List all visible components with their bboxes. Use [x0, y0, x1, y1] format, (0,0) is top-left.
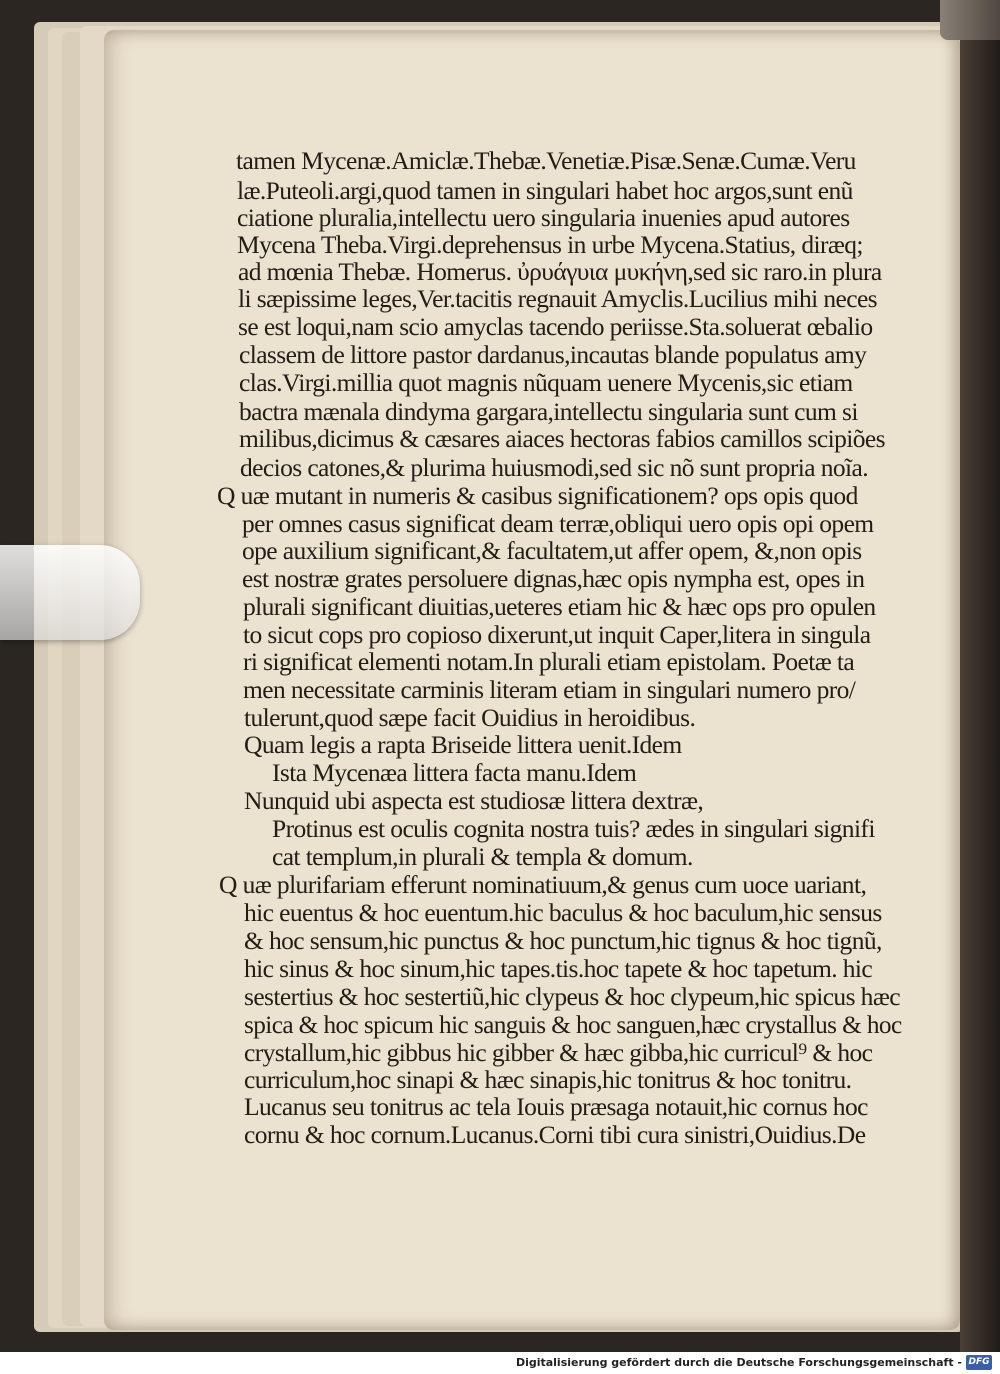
- text-line: classem de littore pastor dardanus,incautas blande populatus amy: [239, 340, 867, 369]
- text-line: to sicut cops pro copioso dixerunt,ut inquit Caper,litera in singula: [243, 620, 871, 649]
- text-line: Lucanus seu tonitrus ac tela Iouis præsaga notauit,hic cornus hoc: [244, 1092, 868, 1121]
- text-line: men necessitate carminis literam etiam in singulari numero pro/: [243, 675, 856, 704]
- text-line: Protinus est oculis cognita nostra tuis? ædes in singulari signifi: [272, 814, 875, 843]
- text-line: & hoc sensum,hic punctus & hoc punctum,hic tignus & hoc tignũ,: [244, 926, 882, 955]
- text-line: spica & hoc spicum hic sanguis & hoc sanguen,hæc crystallus & hoc: [244, 1010, 902, 1039]
- text-line: li sæpissime leges,Ver.tacitis regnauit Amyclis.Lucilius mihi neces: [238, 284, 877, 313]
- text-line: cat templum,in plurali & templa & domum.: [272, 842, 693, 871]
- text-line: est nostræ grates persoluere dignas,hæc opis nympha est, opes in: [242, 564, 865, 593]
- text-line: Q uæ mutant in numeris & casibus significationem? ops opis quod: [217, 481, 858, 510]
- text-line: tamen Mycenæ.Amiclæ.Thebæ.Venetiæ.Pisæ.Senæ.Cumæ.Veru: [236, 146, 856, 175]
- text-line: Mycena Theba.Virgi.deprehensus in urbe Mycena.Statius, diræq;: [237, 230, 863, 259]
- text-line: sestertius & hoc sestertiũ,hic clypeus & hoc clypeum,hic spicus hæc: [244, 982, 900, 1011]
- text-line: clas.Virgi.millia quot magnis nũquam uenere Mycenis,sic etiam: [239, 368, 853, 397]
- verse-line: Nunquid ubi aspecta est studiosæ littera dextræ,: [244, 786, 704, 815]
- text-line: cornu & hoc cornum.Lucanus.Corni tibi cura sinistri,Ouidius.De: [244, 1120, 866, 1149]
- text-line: decios catones,& plurima huiusmodi,sed sic nõ sunt propria noĩa.: [240, 453, 869, 482]
- verse-line: Ista Mycenæa littera facta manu.Idem: [272, 758, 637, 787]
- funding-credit: Digitalisierung gefördert durch die Deutsche Forschungsgemeinschaft -: [515, 1356, 962, 1369]
- footer-bar: [0, 1352, 1000, 1374]
- text-line: plurali significant diuitias,ueteres etiam hic & hæc ops pro opulen: [243, 592, 876, 621]
- text-line: hic euentus & hoc euentum.hic baculus & hoc baculum,hic sensus: [244, 898, 882, 927]
- text-line: per omnes casus significat deam terræ,obliqui uero opis opi opem: [242, 509, 874, 538]
- verse-line: Quam legis a rapta Briseide littera uenit.Idem: [244, 730, 682, 759]
- text-line: milibus,dicimus & cæsares aiaces hectoras fabios camillos scipiões: [239, 424, 885, 453]
- text-line: se est loqui,nam scio amyclas tacendo periisse.Sta.soluerat œbalio: [238, 312, 873, 341]
- text-line: læ.Puteoli.argi,quod tamen in singulari habet hoc argos,sunt enũ: [237, 176, 853, 205]
- text-line: ri significat elementi notam.In plurali etiam epistolam. Poetæ ta: [243, 647, 855, 676]
- text-line: tulerunt,quod sæpe facit Ouidius in heroidibus.: [244, 703, 696, 732]
- text-line: Q uæ plurifariam efferunt nominatiuum,& genus cum uoce uariant,: [219, 870, 867, 899]
- text-line: crystallum,hic gibbus hic gibber & hæc gibba,hic curricul⁹ & hoc: [244, 1038, 873, 1067]
- text-line: bactra mænala dindyma gargara,intellectu singularia sunt cum si: [239, 397, 858, 426]
- dfg-logo: DFG: [966, 1355, 992, 1370]
- text-line: ad mœnia Thebæ. Homerus. ὐρυάγυια μυκήνη,sed sic raro.in plura: [238, 257, 882, 286]
- text-line: hic sinus & hoc sinum,hic tapes.tis.hoc tapete & hoc tapetum. hic: [244, 954, 873, 983]
- text-line: ope auxilium significant,& facultatem,ut affer opem, &,non opis: [242, 536, 862, 565]
- text-line: curriculum,hoc sinapi & hæc sinapis,hic tonitrus & hoc tonitru.: [244, 1065, 852, 1094]
- text-line: ciatione pluralia,intellectu uero singularia inuenies apud autores: [237, 203, 850, 232]
